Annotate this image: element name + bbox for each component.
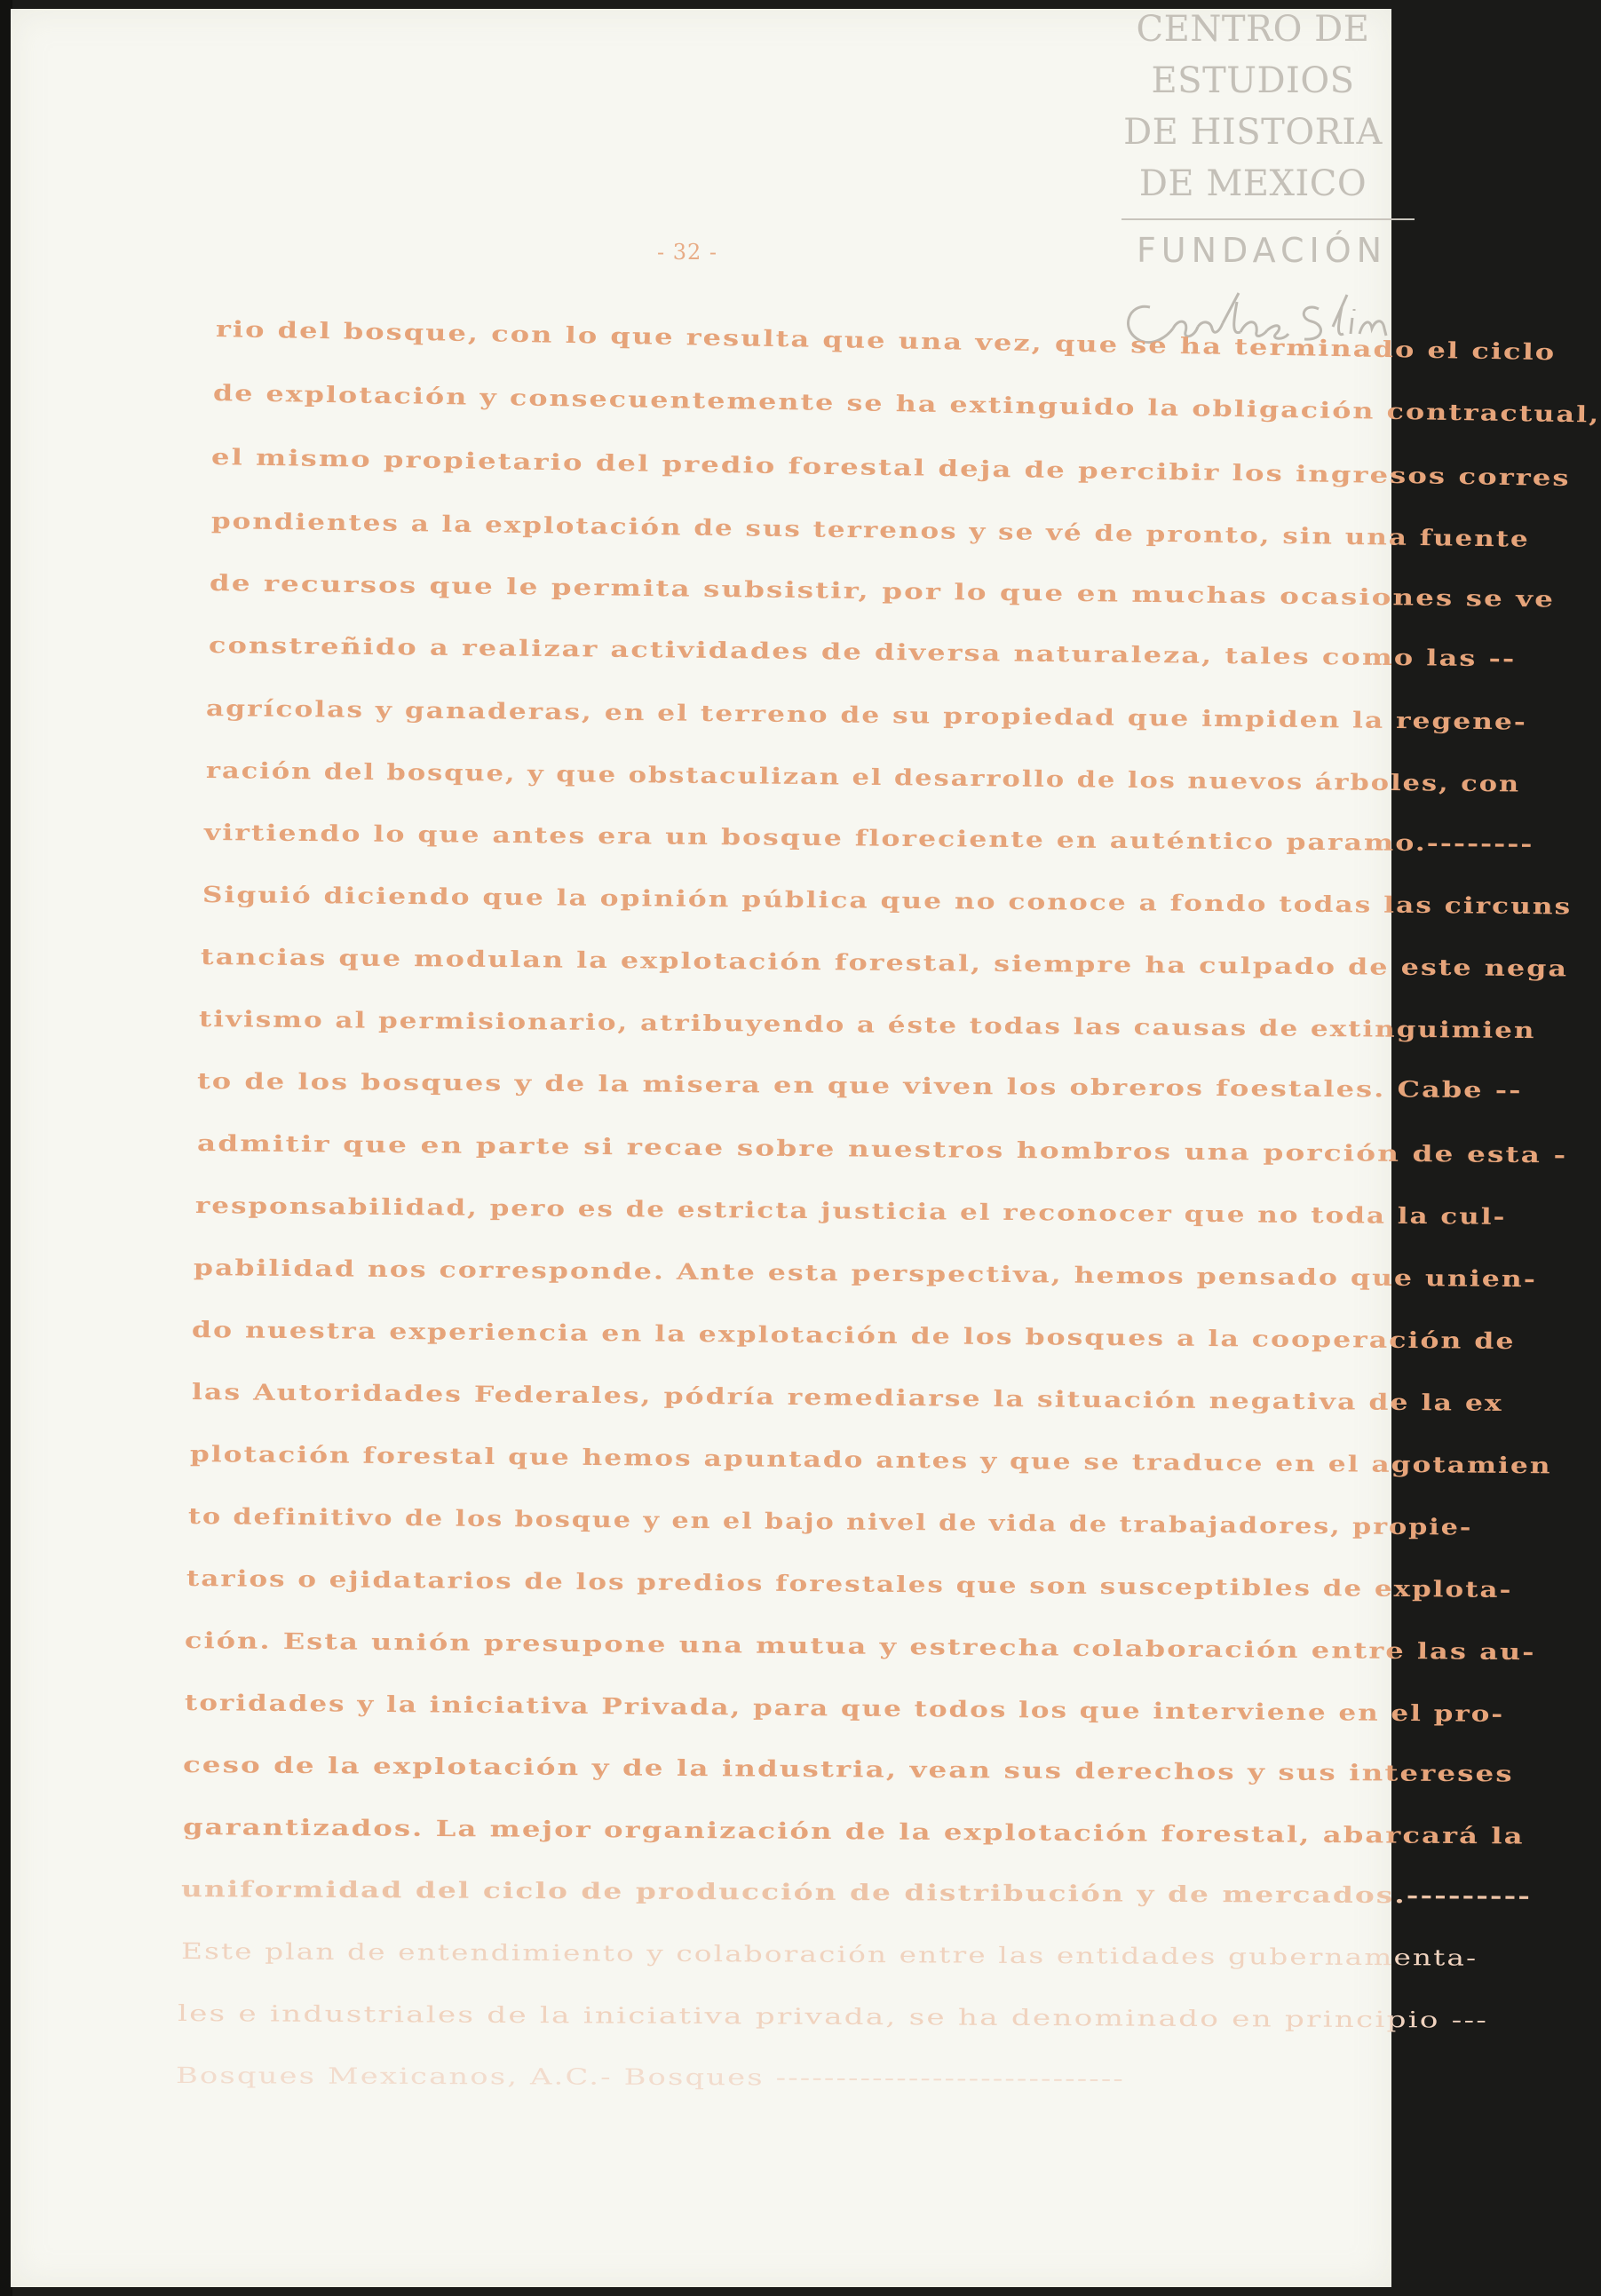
watermark-divider xyxy=(1121,218,1415,220)
text-line: uniformidad del ciclo de producción de distribución y de mercados.--------- xyxy=(180,1876,1533,1909)
text-line: agrícolas y ganaderas, en el terreno de su propiedad que impiden la regene- xyxy=(205,695,1527,735)
watermark-line: DE HISTORIA xyxy=(1123,112,1383,153)
text-line: ceso de la explotación y de la industria, vean sus derechos y sus intereses xyxy=(182,1752,1514,1787)
page-number: - 32 - xyxy=(657,240,718,265)
text-line: to definitivo de los bosque y en el bajo nivel de vida de trabajadores, propie- xyxy=(187,1503,1473,1540)
text-line: ción. Esta unión presupone una mutua y estrecha colaboración entre las au- xyxy=(184,1627,1536,1666)
text-line: las Autoridades Federales, pódría remediarse la situación negativa de la ex xyxy=(191,1379,1503,1416)
text-line: Bosques Mexicanos, A.C.- Bosques ----------------------------- xyxy=(175,2062,1126,2092)
watermark-line: CENTRO DE xyxy=(1136,9,1370,50)
text-line: les e industriales de la iniciativa privada, se ha denominado en principio --- xyxy=(177,2000,1489,2033)
text-line: Este plan de entendimiento y colaboración entre las entidades gubernamenta- xyxy=(180,1938,1478,1971)
watermark-line: ESTUDIOS xyxy=(1151,60,1355,101)
watermark-line: DE MEXICO xyxy=(1138,163,1367,204)
text-line: tarios o ejidatarios de los predios forestales que son susceptibles de explota- xyxy=(186,1565,1513,1603)
text-line: de explotación y consecuentemente se ha extinguido la obligación contractual, xyxy=(212,380,1601,428)
text-line: pondientes a la explotación de sus terrenos y se vé de pronto, sin una fuente xyxy=(210,508,1530,552)
text-line: el mismo propietario del predio forestal deja de percibir los ingresos corres xyxy=(210,444,1571,492)
text-line: admitir que en parte si recae sobre nuestros hombros una porción de esta - xyxy=(196,1130,1568,1168)
watermark-fundacion: FUNDACIÓN xyxy=(1136,231,1388,270)
text-line: plotación forestal que hemos apuntado antes y que se traduce en el agotamien xyxy=(189,1441,1552,1479)
text-line: to de los bosques y de la misera en que viven los obreros foestales. Cabe -- xyxy=(196,1068,1523,1104)
text-line: Siguió diciendo que la opinión pública que no conoce a fondo todas las circuns xyxy=(202,882,1573,920)
text-line: rio del bosque, con lo que resulta que una vez, que se ha terminado el ciclo xyxy=(215,316,1557,366)
text-line: garantizados. La mejor organización de la explotación forestal, abarcará la xyxy=(182,1814,1525,1849)
text-line: responsabilidad, pero es de estricta justicia el reconocer que no toda la cul- xyxy=(194,1192,1507,1230)
archive-watermark xyxy=(1106,4,1400,273)
text-line: tancias que modulan la explotación forestal, siempre ha culpado de este nega xyxy=(200,944,1569,982)
text-line: constreñido a realizar actividades de diversa naturaleza, tales como las -- xyxy=(208,632,1517,672)
text-line: ración del bosque, y que obstaculizan el desarrollo de los nuevos árboles, con xyxy=(205,757,1521,797)
text-line: toridades y la iniciativa Privada, para que todos los que interviene en el pro- xyxy=(184,1690,1505,1727)
text-line: pabilidad nos corresponde. Ante esta perspectiva, hemos pensado que unien- xyxy=(193,1255,1537,1293)
text-line: tivismo al permisionario, atribuyendo a éste todas las causas de extinguimien xyxy=(198,1006,1536,1044)
text-line: de recursos que le permita subsistir, por lo que en muchas ocasiones se ve xyxy=(209,570,1556,613)
text-line: do nuestra experiencia en la explotación de los bosques a la cooperación de xyxy=(191,1317,1516,1355)
text-line: virtiendo lo que antes era un bosque floreciente en auténtico paramo.-------- xyxy=(203,819,1534,858)
